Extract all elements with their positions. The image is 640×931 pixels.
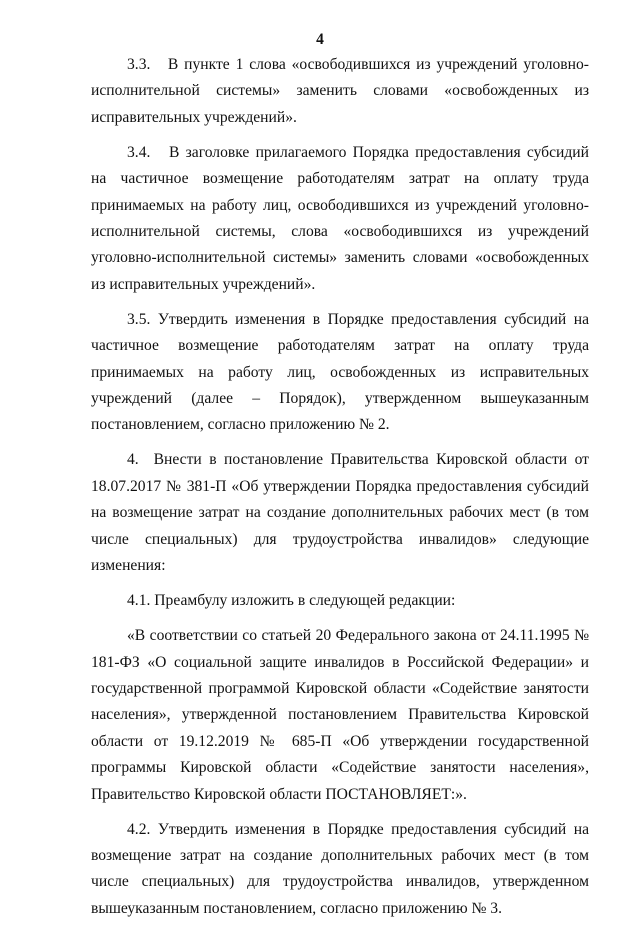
paragraph-3-3: 3.3. В пункте 1 слова «освободившихся из учреждений уголовно-исполнительной системы» заменить словами «освобожденных из исправительных учреждений». bbox=[91, 56, 589, 126]
paragraph-preamble-quote: «В соответствии со статьей 20 Федерального закона от 24.11.1995 № 181-ФЗ «О социальной защите инвалидов в Российской Федерации» и государственной программой Кировской области «Содействие занятости населения», утвержденной постановлением Правительства Кировской области от 19.12.2019 № 685-П «Об утверждении государственной программы Кировской области «Содействие занятости населения», Правительство Кировской области ПОСТАНОВЛЯЕТ:». bbox=[91, 627, 589, 803]
paragraph-3-5: 3.5. Утвердить изменения в Порядке предоставления субсидий на частичное возмещение работодателям затрат на оплату труда принимаемых на работу лиц, освобожденных из исправительных учреждений (далее – Порядок), утвержденном вышеуказанным постановлением, согласно приложению № 2. bbox=[91, 310, 589, 434]
document-body bbox=[91, 52, 589, 931]
paragraph-4: 4. Внести в постановление Правительства Кировской области от 18.07.2017 № 381-П «Об утверждении Порядка предоставления субсидий на возмещение затрат на создание дополнительных рабочих мест (в том числе специальных) для трудоустройства инвалидов» следующие изменения: bbox=[91, 451, 589, 575]
paragraph-4-1: 4.1. Преамбулу изложить в следующей редакции: bbox=[127, 592, 456, 610]
paragraph-3-4: 3.4. В заголовке прилагаемого Порядка предоставления субсидий на частичное возмещение работодателям затрат на оплату труда принимаемых на работу лиц, освободившихся из учреждений уголовно-исполнительной системы, слова «освободившихся из учреждений уголовно-исполнительной системы» заменить словами «освобожденных из исправительных учреждений». bbox=[91, 143, 589, 293]
page-number: 4 bbox=[316, 31, 324, 48]
paragraph-4-2: 4.2. Утвердить изменения в Порядке предоставления субсидий на возмещение затрат на создание дополнительных рабочих мест (в том числе специальных) для трудоустройства инвалидов, утвержденном вышеуказанным постановлением, согласно приложению № 3. bbox=[91, 820, 589, 917]
